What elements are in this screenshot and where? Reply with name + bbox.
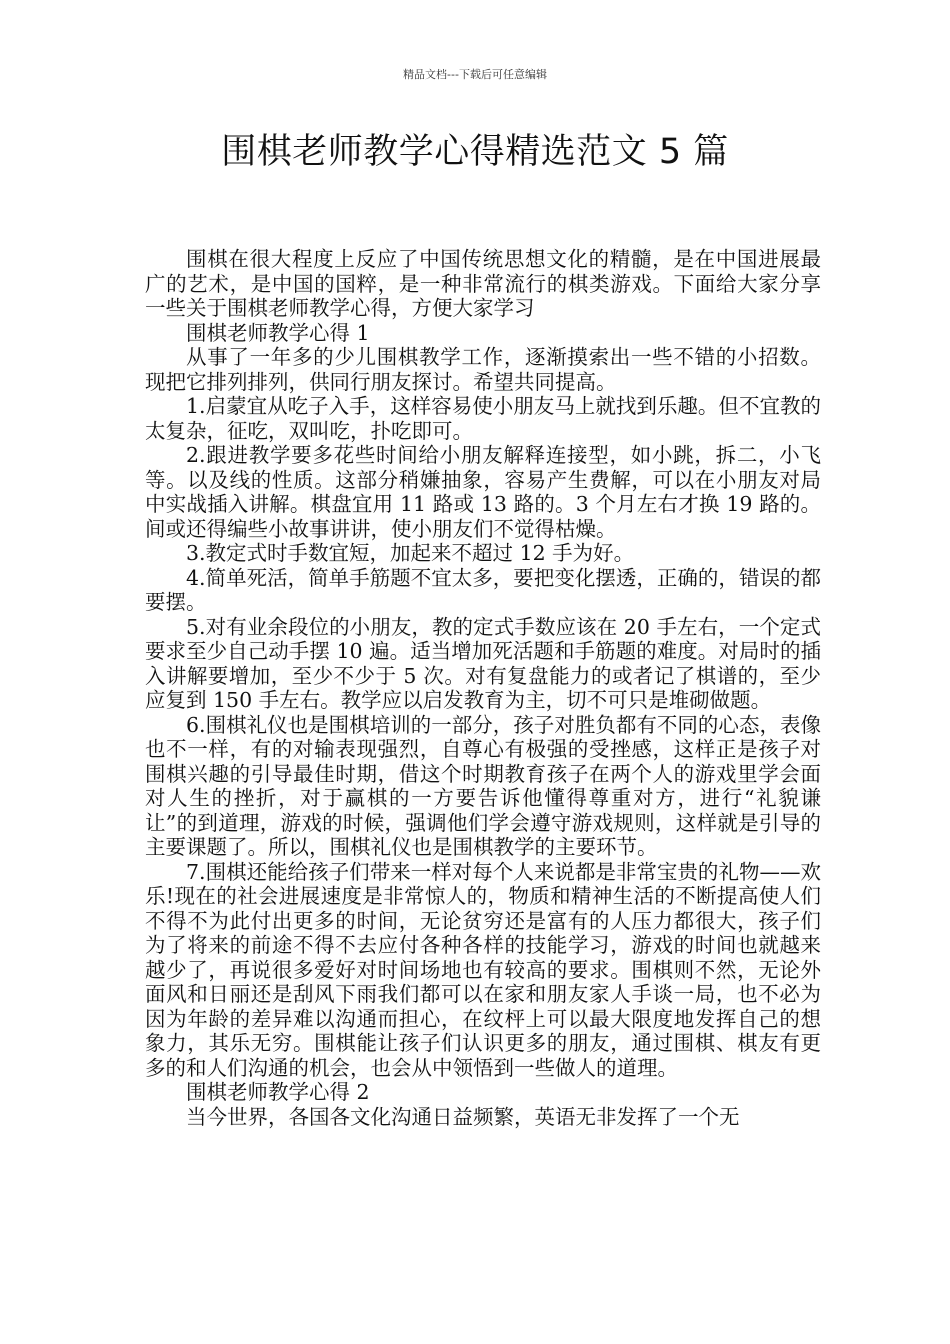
paragraph: 2.跟进教学要多花些时间给小朋友解释连接型，如小跳，拆二，小飞等。以及线的性质。这部分稍嫌抽象，容易产生费解，可以在小朋友对局中实战插入讲解。棋盘宜用 11 路或 13 路的。3 个月左右才换 19 路的。间或还得编些小故事讲讲，使小朋友们不觉得枯燥。 [145,443,821,541]
intro-paragraph: 围棋在很大程度上反应了中国传统思想文化的精髓，是在中国进展最广的艺术，是中国的国粹，是一种非常流行的棋类游戏。下面给大家分享一些关于围棋老师教学心得，方便大家学习 [145,247,821,320]
paragraph: 当今世界，各国各文化沟通日益频繁，英语无非发挥了一个无 [186,1104,740,1129]
paragraph: 4.简单死活，简单手筋题不宜太多，要把变化摆透，正确的，错误的都要摆。 [145,565,821,614]
section-heading-1: 围棋老师教学心得 1 [186,320,370,345]
header-note: 精品文档---下载后可任意编辑 [403,68,547,81]
paragraph: 1.启蒙宜从吃子入手，这样容易使小朋友马上就找到乐趣。但不宜教的太复杂，征吃，双叫吃，扑吃即可。 [145,394,821,443]
paragraph: 3.教定式时手数宜短，加起来不超过 12 手为好。 [186,541,635,565]
paragraph: 7.围棋还能给孩子们带来一样对每个人来说都是非常宝贵的礼物——欢乐!现在的社会进展速度是非常惊人的，物质和精神生活的不断提高使人们不得不为此付出更多的时间，无论贫穷还是富有的人压力都很大，孩子们为了将来的前途不得不去应付各种各样的技能学习，游戏的时间也就越来越少了，再说很多爱好对时间场地也有较高的要求。围棋则不然，无论外面风和日丽还是刮风下雨我们都可以在家和朋友家人手谈一局，也不必为因为年龄的差异难以沟通而担心，在纹枰上可以最大限度地发挥自己的想象力，其乐无穷。围棋能让孩子们认识更多的朋友，通过围棋、棋友有更多的和人们沟通的机会，也会从中领悟到一些做人的道理。 [145,859,821,1080]
paragraph: 5.对有业余段位的小朋友，教的定式手数应该在 20 手左右，一个定式要求至少自己动手摆 10 遍。适当增加死活题和手筋题的难度。对局时的插入讲解要增加，至少不少于 5 次。对有复盘能力的或者记了棋谱的，至少应复到 150 手左右。教学应以启发教育为主，切不可只是堆砌做题。 [145,614,821,712]
section-heading-2: 围棋老师教学心得 2 [186,1080,370,1104]
paragraph: 6.围棋礼仪也是围棋培训的一部分，孩子对胜负都有不同的心态，表像也不一样，有的对输表现强烈，自尊心有极强的受挫感，这样正是孩子对围棋兴趣的引导最佳时期，借这个时期教育孩子在两个人的游戏里学会面对人生的挫折，对于赢棋的一方要告诉他懂得尊重对方，进行“礼貌谦让”的到道理，游戏的时候，强调他们学会遵守游戏规则，这样就是引导的主要课题了。所以，围棋礼仪也是围棋教学的主要环节。 [145,712,821,859]
document-body [145,247,821,1129]
document-title: 围棋老师教学心得精选范文 5 篇 [221,132,729,172]
paragraph: 从事了一年多的少儿围棋教学工作，逐渐摸索出一些不错的小招数。现把它排列排列，供同行朋友探讨。希望共同提高。 [145,345,821,394]
